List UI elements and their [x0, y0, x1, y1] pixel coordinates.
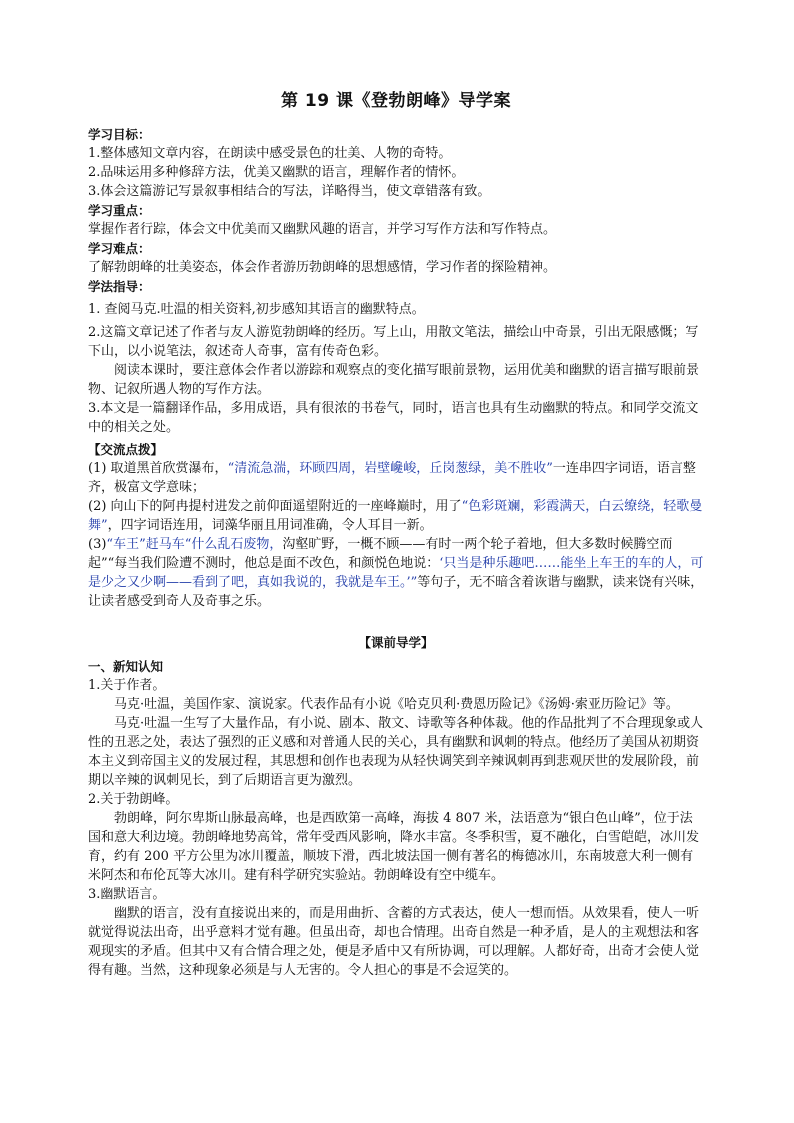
humor-paragraph: 幽默的语言，没有直接说出来的，而是用曲折、含蓄的方式表达，使人一想而悟。从效果看，使人一听就觉得说法出奇，出乎意料才觉有趣。但虽出奇，却也合情理。出奇自然是一种矛盾，是人的主观想法和客观现实的矛盾。但其中又有合情合理之处，便是矛盾中又有所协调，可以理解。人都好奇，出奇才会使人觉得有趣。当然，这种现象必须是与人无害的。令人担心的事是不会逗笑的。 — [88, 906, 700, 978]
preview-heading: 【课前导学】 — [358, 635, 434, 650]
exchange-p3-c: 沟壑旷野，一概不顾——有时一两个轮子着地，但大多数时候腾空而起”“每当我们险遭不测时，他总是面不改色，和颜悦色地说： — [88, 537, 673, 571]
exchange-p3-a: (3) — [88, 537, 107, 552]
exchange-p2-a: (2) 向山下的阿冉提村进发之前仰面遥望附近的一座峰巅时，用了 — [88, 499, 462, 514]
method-item: 2.这篇文章记述了作者与友人游览勃朗峰的经历。写上山，用散文笔法，描绘山中奇景，引出无限感慨；写下山，以小说笔法，叙述奇人奇事，富有传奇色彩。 — [88, 325, 699, 359]
objective-item: 1.整体感知文章内容，在朗读中感受景色的壮美、人物的奇特。 — [88, 146, 452, 161]
exchange-paragraph-3 — [88, 535, 704, 611]
document-page — [88, 78, 704, 980]
mont-blanc-paragraph: 勃朗峰，阿尔卑斯山脉最高峰，也是西欧第一高峰，海拔 4 807 米，法语意为“银白色山峰”，位于法国和意大利边境。勃朗峰地势高耸，常年受西风影响，降水丰富。冬季积雪，夏不融化，白雪皑皑，冰川发育，约有 200 平方公里为冰川覆盖，顺坡下滑，西北坡法国一侧有著名的梅德冰川，东南坡意大利一侧有米阿杰和布伦瓦等大冰川。建有科学研究实验站。勃朗峰设有空中缆车。 — [88, 811, 700, 883]
author-paragraph-1: 马克·吐温，美国作家、演说家。代表作品有小说《哈克贝利·费恩历险记》《汤姆·索亚历险记》等。 — [114, 697, 679, 712]
exchange-paragraph-2 — [88, 497, 704, 535]
exchange-p2-c: ，四字词语连用，词藻华丽且用词准确，令人耳目一新。 — [107, 518, 433, 533]
section-title-author: 1.关于作者。 — [88, 678, 166, 693]
preview-subheading: 一、新知认知 — [88, 659, 164, 674]
keypoints-heading: 学习重点： — [88, 203, 151, 218]
section-title-humor: 3.幽默语言。 — [88, 887, 166, 902]
exchange-heading: 【交流点拨】 — [88, 442, 164, 457]
method-item: 1. 查阅马克.吐温的相关资料,初步感知其语言的幽默特点。 — [88, 302, 425, 317]
method-heading: 学法指导： — [88, 279, 151, 294]
exchange-p1-quote: “清流急湍，环顾四周，岩壁巉峻，丘岗葱绿，美不胜收” — [227, 461, 553, 476]
page-title: 第 19 课《登勃朗峰》导学案 — [281, 91, 511, 111]
exchange-p3-e: 等句子，无不暗含着诙谐与幽默，读来饶有兴味，让读者感受到奇人及奇事之乐。 — [88, 575, 704, 609]
method-item: 阅读本课时，要注意体会作者以游踪和观察点的变化描写眼前景物，运用优美和幽默的语言描写眼前景物、记叙所遇人物的写作方法。 — [88, 363, 700, 397]
objective-item: 2.品味运用多种修辞方法，优美又幽默的语言，理解作者的情怀。 — [88, 165, 465, 180]
objective-item: 3.体会这篇游记写景叙事相结合的写法，详略得当，使文章错落有致。 — [88, 184, 491, 199]
exchange-p1-a: (1) 取道黑首欣赏瀑布， — [88, 461, 228, 476]
author-paragraph-2: 马克·吐温一生写了大量作品，有小说、剧本、散文、诗歌等各种体裁。他的作品批判了不合理现象或人性的丑恶之处，表达了强烈的正义感和对普通人民的关心，具有幽默和讽刺的特点。他经历了美国从初期资本主义到帝国主义的发展过程，其思想和创作也表现为从轻快调笑到辛辣讽刺再到悲观厌世的发展阶段，前期以辛辣的讽刺见长，到了后期语言更为激烈。 — [88, 716, 704, 788]
section-title-mont-blanc: 2.关于勃朗峰。 — [88, 792, 179, 807]
exchange-paragraph-1 — [88, 459, 704, 497]
exchange-p3-quote: “车王”赶马车“什么乱石废物， — [106, 537, 283, 552]
difficulties-heading: 学习难点： — [88, 241, 151, 256]
exchange-p1-c: 一连串四字词语，语言整齐 — [88, 461, 696, 495]
exchange-p3-quote-2: ‘只当是种乐趣吧……能坐上车王的车的人，可是少之又少啊——看到了吧，真如我说的，我就是车王。’” — [88, 556, 704, 590]
keypoints-text: 掌握作者行踪，体会文中优美而又幽默风趣的语言，并学习写作方法和写作特点。 — [88, 222, 557, 237]
difficulties-text: 了解勃朗峰的壮美姿态，体会作者游历勃朗峰的思想感情，学习作者的探险精神。 — [88, 260, 557, 275]
exchange-p2-quote: “色彩斑斓，彩霞满天，白云缭绕，轻歌曼舞” — [88, 499, 703, 533]
objectives-heading: 学习目标： — [88, 127, 151, 142]
method-item: 3.本文是一篇翻译作品，多用成语，具有很浓的书卷气，同时，语言也具有生动幽默的特点。和同学交流文中的相关之处。 — [88, 401, 699, 435]
exchange-p1-d: ，极富文学意味； — [101, 480, 206, 495]
